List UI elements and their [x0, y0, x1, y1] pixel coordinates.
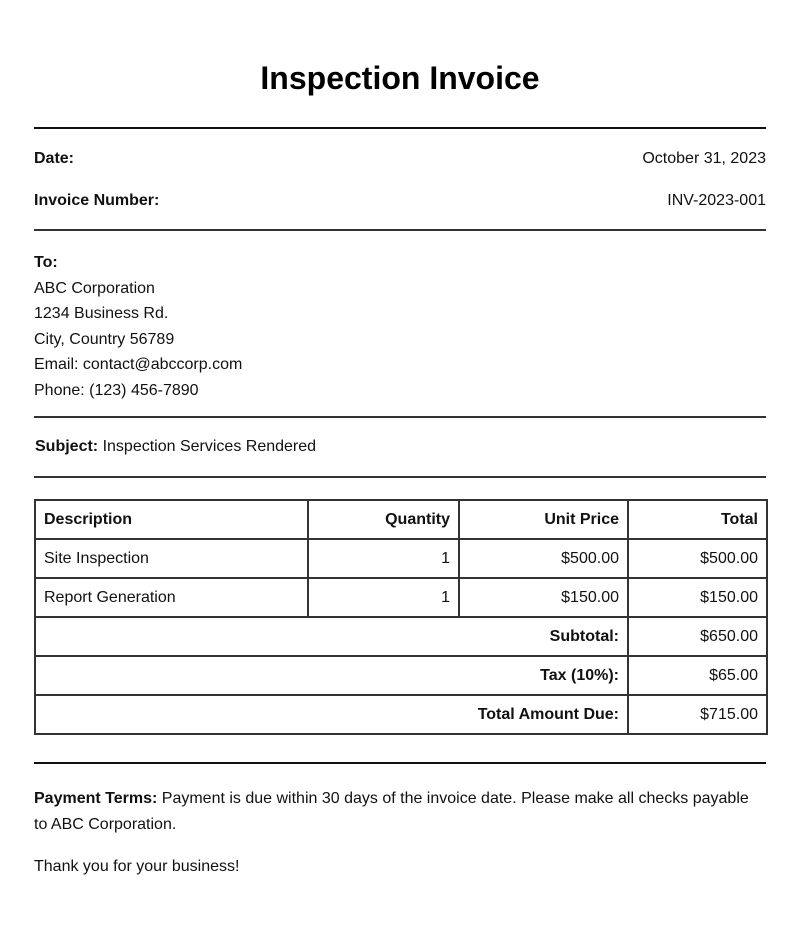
column-header-unit-price: Unit Price [459, 500, 628, 539]
payment-terms [34, 786, 766, 838]
table-row [35, 578, 767, 617]
recipient-address-line2: City, Country 56789 [34, 330, 175, 348]
tax-label: Tax (10%): [35, 656, 628, 695]
payment-terms-text: Payment is due within 30 days of the invoice date. Please make all checks payable to ABC Corporation. [34, 790, 749, 833]
date-value: October 31, 2023 [642, 150, 766, 167]
invoice-number-value: INV-2023-001 [667, 192, 766, 209]
column-header-quantity: Quantity [308, 500, 459, 539]
divider [34, 127, 766, 129]
line-items-table [34, 499, 768, 735]
invoice-number-label: Invoice Number: [34, 192, 160, 209]
column-header-total: Total [628, 500, 767, 539]
item-description: Report Generation [35, 578, 308, 617]
subject-line [35, 438, 316, 456]
total-due-value: $715.00 [628, 695, 767, 734]
date-row [34, 150, 766, 168]
item-quantity: 1 [308, 539, 459, 578]
divider [34, 476, 766, 478]
subtotal-value: $650.00 [628, 617, 767, 656]
item-total: $150.00 [628, 578, 767, 617]
total-due-row [35, 695, 767, 734]
recipient-address-line1: 1234 Business Rd. [34, 305, 169, 323]
invoice-number-row [34, 192, 766, 210]
to-label: To: [34, 254, 58, 271]
column-header-description: Description [35, 500, 308, 539]
thank-you-note: Thank you for your business! [34, 858, 240, 875]
total-due-label: Total Amount Due: [35, 695, 628, 734]
tax-value: $65.00 [628, 656, 767, 695]
subject-value: Inspection Services Rendered [102, 438, 317, 455]
table-header-row [35, 500, 767, 539]
table-row [35, 539, 767, 578]
payment-terms-label: Payment Terms: [34, 790, 158, 807]
subtotal-label: Subtotal: [35, 617, 628, 656]
divider [34, 229, 766, 231]
divider [34, 416, 766, 418]
item-quantity: 1 [308, 578, 459, 617]
subtotal-row [35, 617, 767, 656]
item-description: Site Inspection [35, 539, 308, 578]
date-label: Date: [34, 150, 75, 167]
invoice-title: Inspection Invoice [260, 60, 540, 96]
item-unit-price: $500.00 [459, 539, 628, 578]
divider [34, 762, 766, 764]
item-unit-price: $150.00 [459, 578, 628, 617]
recipient-block [34, 250, 242, 404]
subject-label: Subject: [35, 438, 99, 455]
recipient-email: Email: contact@abccorp.com [34, 356, 243, 374]
recipient-phone: Phone: (123) 456-7890 [34, 381, 199, 399]
tax-row [35, 656, 767, 695]
item-total: $500.00 [628, 539, 767, 578]
recipient-name: ABC Corporation [34, 279, 155, 297]
